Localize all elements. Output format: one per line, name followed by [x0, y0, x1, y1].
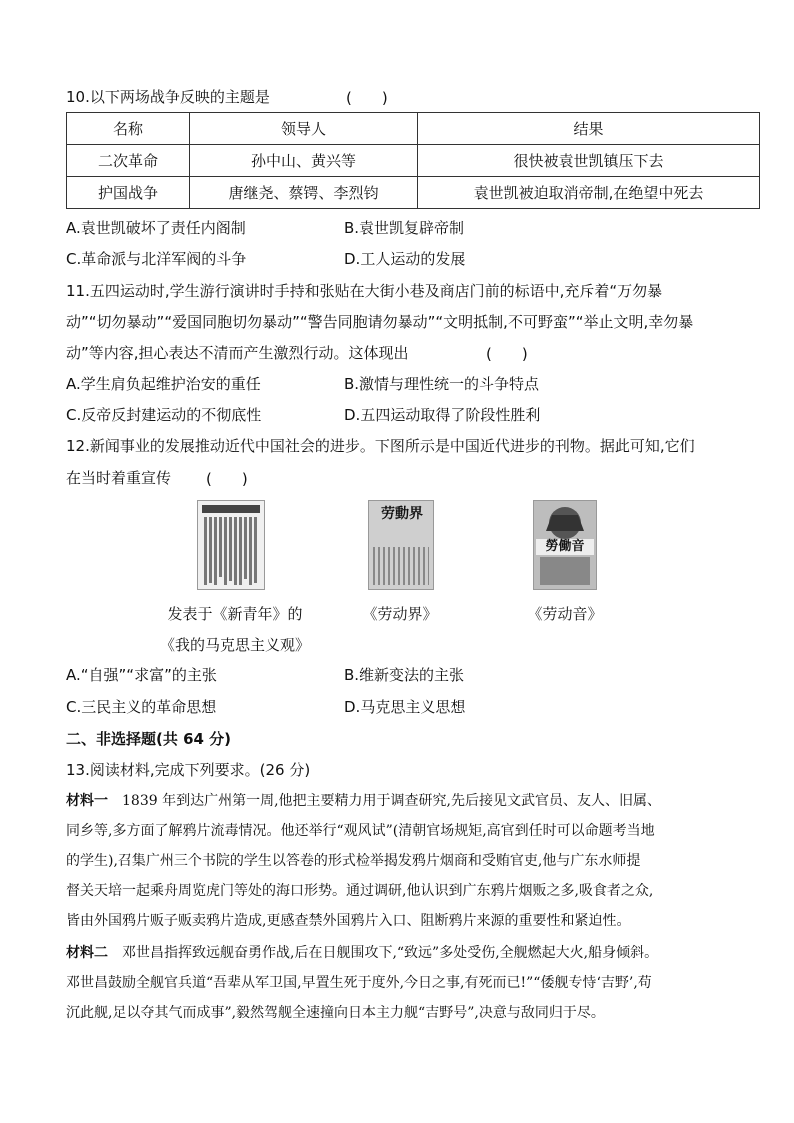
material1-line: 的学生),召集广州三个书院的学生以答卷的形式检举揭发鸦片烟商和受贿官吏,他与广东水师提: [66, 853, 641, 869]
table-cell: 袁世凯被迫取消帝制,在绝望中死去: [418, 177, 760, 209]
q10-answer-paren: ( ): [346, 89, 388, 107]
q10-option-a: A.袁世凯破坏了责任内阁制: [66, 219, 246, 237]
material2-line: 沉此舰,足以夺其气而成事”,毅然驾舰全速撞向日本主力舰“吉野号”,决意与敌同归于尽。: [66, 1005, 605, 1021]
table-cell: 唐继尧、蔡锷、李烈钧: [190, 177, 418, 209]
q12-image2-caption: 《劳动界》: [362, 605, 438, 623]
q10-option-d: D.工人运动的发展: [344, 250, 466, 268]
table-cell: 孙中山、黄兴等: [190, 145, 418, 177]
table-cell: 护国战争: [67, 177, 190, 209]
material2-line: 邓世昌鼓励全舰官兵道“吾辈从军卫国,早置生死于度外,今日之事,有死而已!”“倭舰专恃‘吉野’,苟: [66, 975, 652, 991]
q13-material1: [66, 786, 766, 936]
q12-option-c: C.三民主义的革命思想: [66, 698, 217, 716]
q11-stem-line3: 动”等内容,担心表达不清而产生激烈行动。这体现出: [66, 344, 409, 362]
q13-stem: 13.阅读材料,完成下列要求。(26 分): [66, 761, 311, 779]
table-header-row: [67, 113, 760, 145]
material1-line: 同乡等,多方面了解鸦片流毒情况。他还举行“观风试”(清朝官场规矩,高官到任时可以命题考当地: [66, 823, 655, 839]
labor-world-cover-image: [368, 500, 434, 590]
q11-option-b: B.激情与理性统一的斗争特点: [344, 375, 540, 393]
material1-label: 材料一: [66, 793, 108, 809]
q12-image3-caption: 《劳动音》: [527, 605, 603, 623]
q12-option-a: A.“自强”“求富”的主张: [66, 666, 217, 684]
q10-table: [66, 112, 760, 209]
q10-stem: 10.以下两场战争反映的主题是: [66, 88, 270, 106]
q11-option-c: C.反帝反封建运动的不彻底性: [66, 406, 262, 424]
q10-option-c: C.革命派与北洋军阀的斗争: [66, 250, 247, 268]
q12-image1-caption2: 《我的马克思主义观》: [159, 636, 310, 654]
q10-option-b: B.袁世凯复辟帝制: [344, 219, 465, 237]
labor-world-masthead: 劳動界: [381, 506, 423, 522]
article-text-texture: [198, 501, 264, 589]
q12-option-b: B.维新变法的主张: [344, 666, 465, 684]
q11-stem-line2: 动”“切勿暴动”“爱国同胞切勿暴动”“警告同胞请勿暴动”“文明抵制,不可野蛮”“举止文明,幸勿暴: [66, 313, 694, 331]
q13-material2: [66, 938, 766, 1028]
table-header-name: 名称: [67, 113, 190, 145]
q11-option-d: D.五四运动取得了阶段性胜利: [344, 406, 541, 424]
material2-line: 邓世昌指挥致远舰奋勇作战,后在日舰围攻下,“致远”多处受伤,全舰燃起大火,船身倾斜。: [108, 945, 659, 961]
section-heading: 二、非选择题(共 64 分): [66, 730, 232, 748]
material2-label: 材料二: [66, 945, 108, 961]
marxism-article-image: [197, 500, 265, 590]
material1-line: 1839 年到达广州第一周,他把主要精力用于调查研究,先后接见文武官员、友人、旧属、: [108, 793, 661, 809]
labor-voice-masthead: 勞働音: [536, 539, 594, 555]
q11-stem-line1: 11.五四运动时,学生游行演讲时手持和张贴在大街小巷及商店门前的标语中,充斥着“万勿暴: [66, 282, 663, 300]
q12-answer-paren: ( ): [206, 470, 248, 488]
table-row: [67, 145, 760, 177]
q12-option-d: D.马克思主义思想: [344, 698, 466, 716]
material1-line: 督关天培一起乘舟周览虎门等处的海口形势。通过调研,他认识到广东鸦片烟贩之多,吸食者之众,: [66, 883, 654, 899]
q12-image1-caption1: 发表于《新青年》的: [167, 605, 303, 623]
table-cell: 二次革命: [67, 145, 190, 177]
q12-stem-line2: 在当时着重宣传: [66, 469, 172, 487]
table-cell: 很快被袁世凯镇压下去: [418, 145, 760, 177]
q12-stem-line1: 12.新闻事业的发展推动近代中国社会的进步。下图所示是中国近代进步的刊物。据此可知,它们: [66, 437, 695, 455]
table-header-leader: 领导人: [190, 113, 418, 145]
material1-line: 皆由外国鸦片贩子贩卖鸦片造成,更感查禁外国鸦片入口、阻断鸦片来源的重要性和紧迫性。: [66, 913, 631, 929]
q11-answer-paren: ( ): [486, 345, 528, 363]
cover-text-texture: [373, 547, 429, 585]
labor-voice-cover-image: [533, 500, 597, 590]
q11-option-a: A.学生肩负起维护治安的重任: [66, 375, 261, 393]
table-header-result: 结果: [418, 113, 760, 145]
table-row: [67, 177, 760, 209]
